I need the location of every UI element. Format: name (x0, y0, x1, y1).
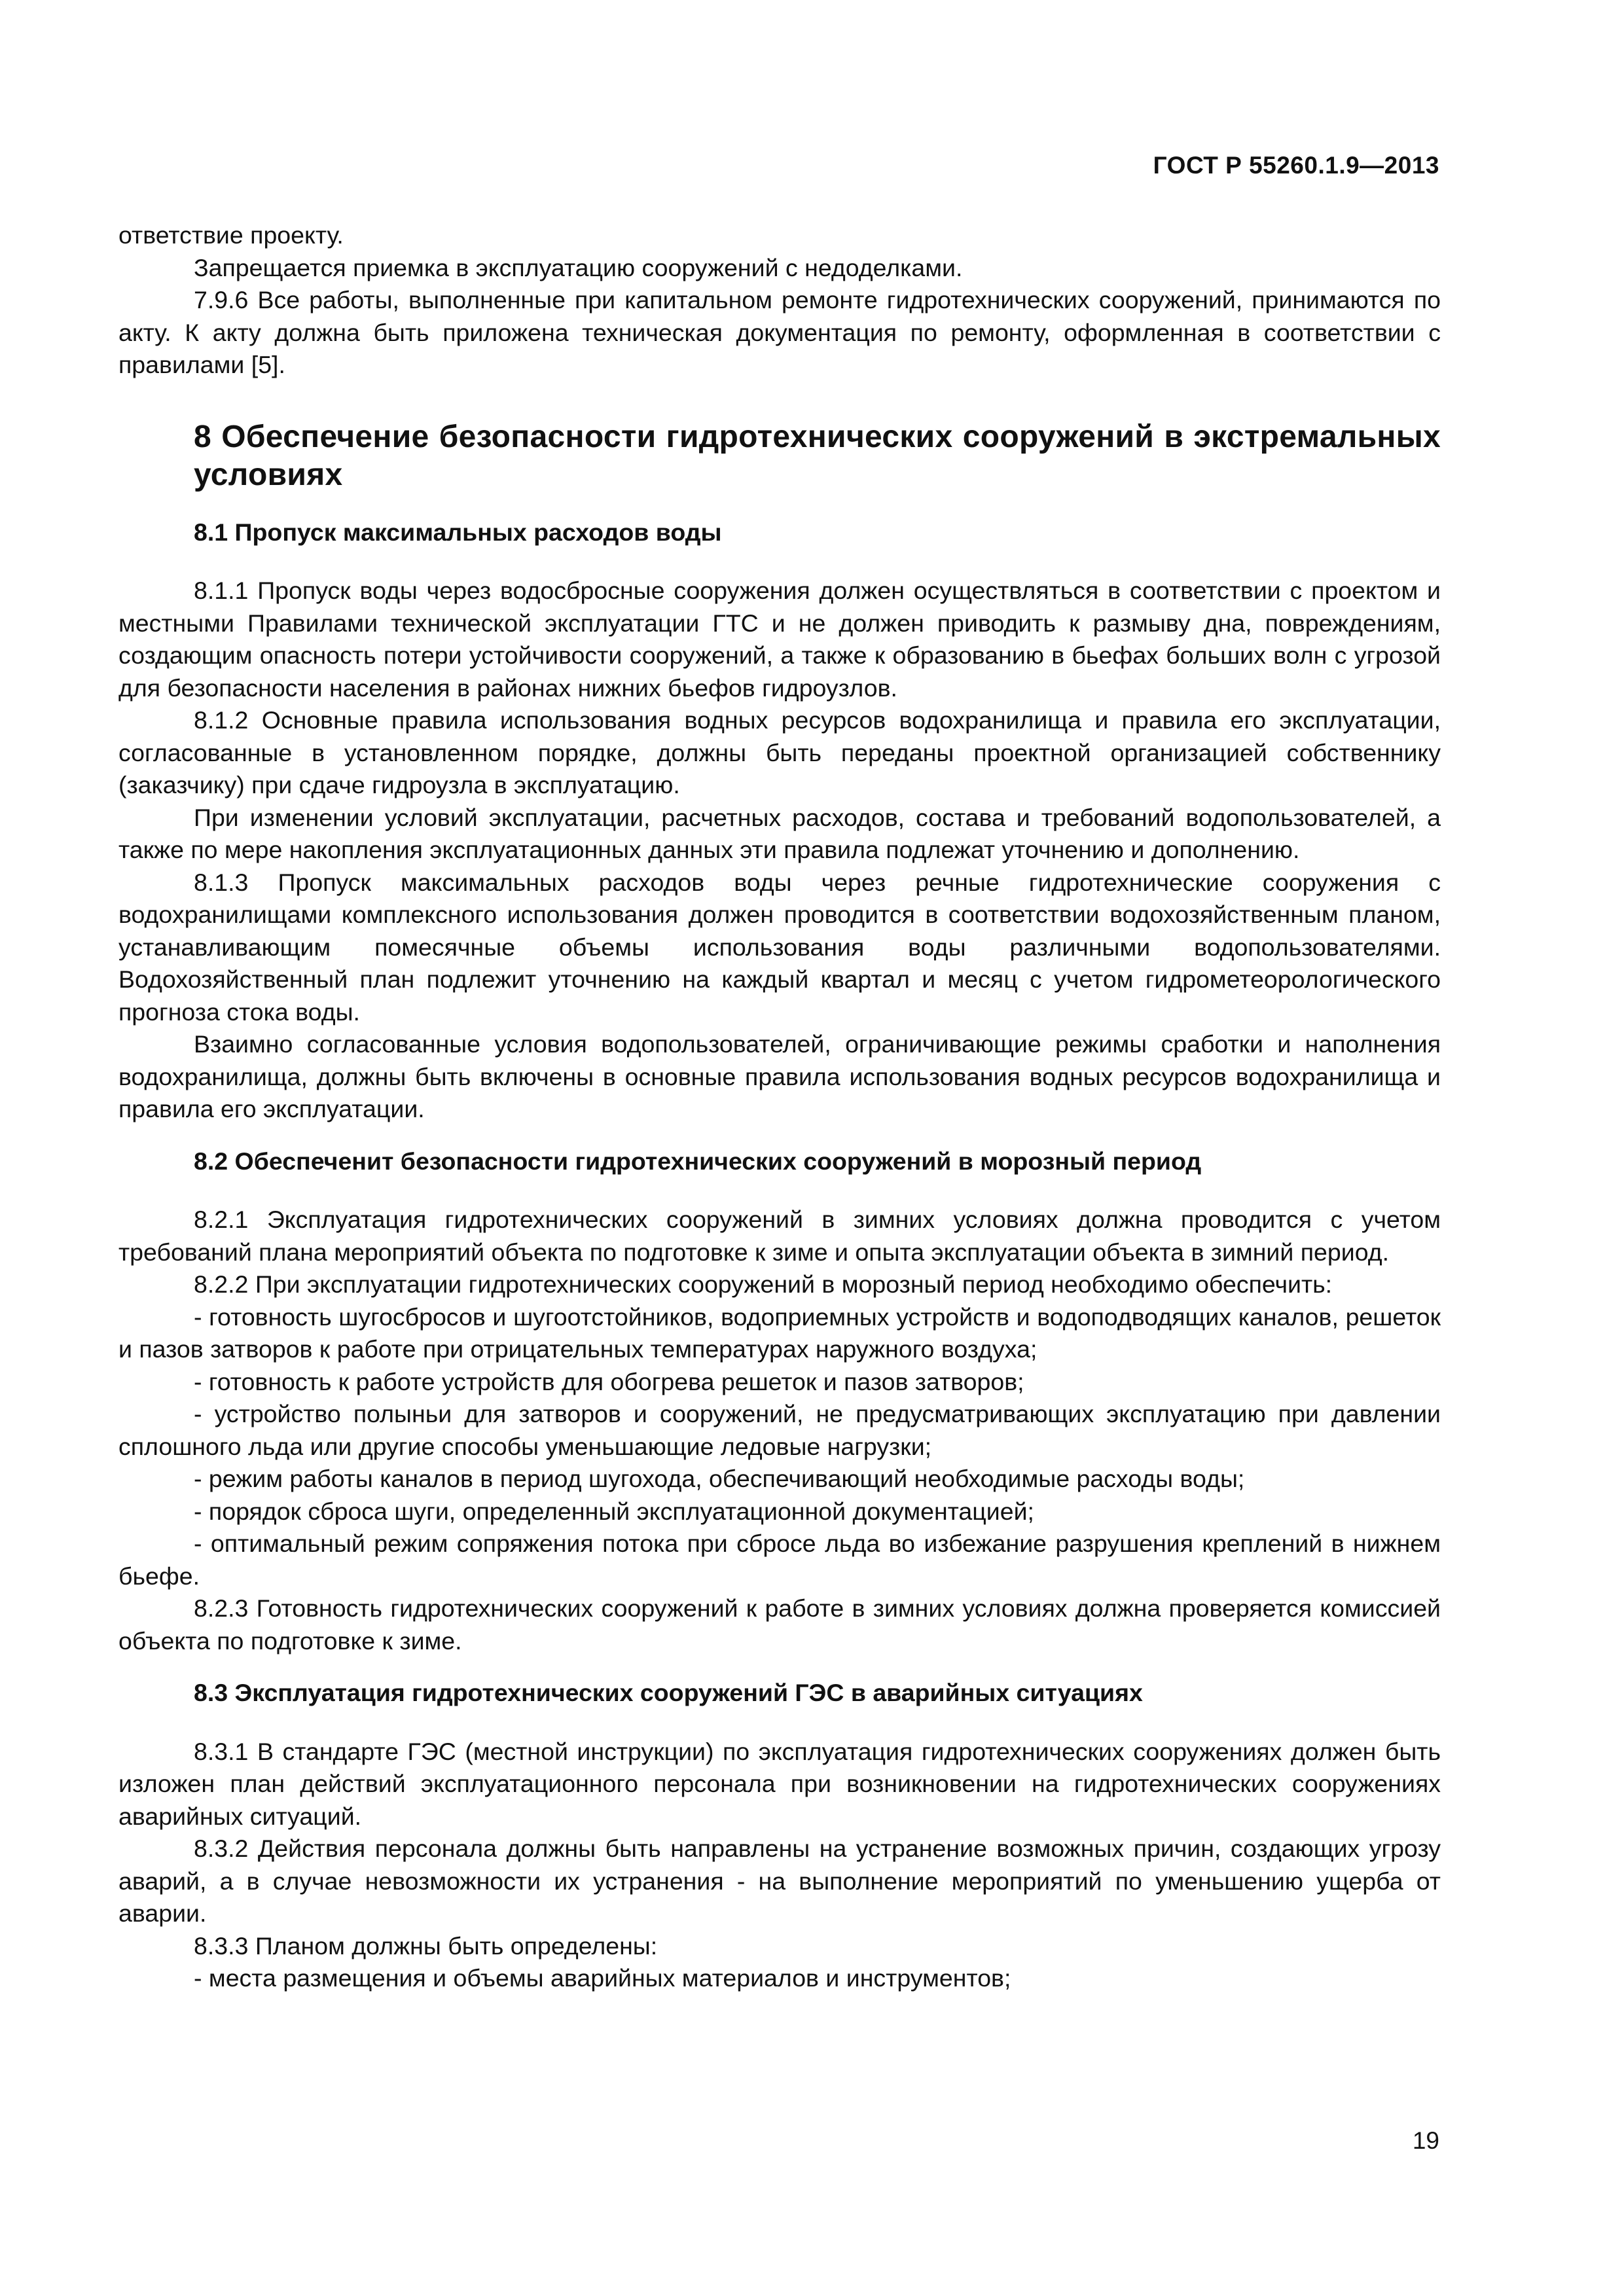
subsection-title: 8.3 Эксплуатация гидротехнических сооружений ГЭС в аварийных ситуациях (194, 1679, 1143, 1706)
paragraph: 7.9.6 Все работы, выполненные при капитальном ремонте гидротехнических сооружений, принимаются по акту. К акту должна быть приложена техническая документация по ремонту, оформленная в соответствии с правилами [5]. (118, 286, 1441, 378)
paragraph: 8.3.2 Действия персонала должны быть направлены на устранение возможных причин, создающих угрозу аварий, а в случае невозможности их устранения - на выполнение мероприятий по уменьшению ущерба от аварии. (118, 1835, 1441, 1927)
paragraph: ответствие проекту. (118, 221, 344, 249)
paragraph: 8.3.1 В стандарте ГЭС (местной инструкции) по эксплуатация гидротехнических сооружениях должен быть изложен план действий эксплуатационного персонала при возникновении на гидротехнических сооружениях аварийных ситуаций. (118, 1737, 1441, 1830)
paragraph: 8.3.3 Планом должны быть определены: (194, 1931, 658, 1960)
section-title: 8 Обеспечение безопасности гидротехнических сооружений в экстремальных условиях (194, 419, 1441, 492)
list-item: - места размещения и объемы аварийных материалов и инструментов; (194, 1964, 1011, 1992)
list-item: - готовность к работе устройств для обогрева решеток и пазов затворов; (194, 1367, 1024, 1395)
paragraph: 8.2.3 Готовность гидротехнических сооружений к работе в зимних условиях должна проверяется комиссией объекта по подготовке к зиме. (118, 1594, 1441, 1655)
paragraph: 8.1.1 Пропуск воды через водосбросные сооружения должен осуществляться в соответствии с проектом и местными Правилами технической эксплуатации ГТС и не должен приводить к размыву дна, повреждениям, создающим опасность потери устойчивости сооружений, а также к образованию в бьефах больших волн с угрозой для безопасности населения в районах нижних бьефов гидроузлов. (118, 577, 1441, 702)
paragraph: При изменении условий эксплуатации, расчетных расходов, состава и требований водопользователей, а также по мере накопления эксплуатационных данных эти правила подлежат уточнению и дополнению. (118, 803, 1441, 863)
standard-header: ГОСТ Р 55260.1.9—2013 (1153, 152, 1439, 179)
subsection-title: 8.2 Обеспеченит безопасности гидротехнических сооружений в морозный период (194, 1147, 1202, 1175)
list-item: - оптимальный режим сопряжения потока при сбросе льда во избежание разрушения креплений в нижнем бьефе. (118, 1530, 1441, 1590)
list-item: - режим работы каналов в период шугохода, обеспечивающий необходимые расходы воды; (194, 1465, 1245, 1492)
paragraph: Запрещается приемка в эксплуатацию сооружений с недоделками. (194, 253, 963, 281)
paragraph: 8.2.2 При эксплуатации гидротехнических сооружений в морозный период необходимо обеспечить: (194, 1270, 1333, 1298)
paragraph: 8.1.2 Основные правила использования водных ресурсов водохранилища и правила его эксплуатации, согласованные в установленном порядке, должны быть переданы проектной организацией собственнику (заказчику) при сдаче гидроузла в эксплуатацию. (118, 706, 1441, 798)
list-item: - готовность шугосбросов и шугоотстойников, водоприемных устройств и водоподводящих каналов, решеток и пазов затворов к работе при отрицательных температурах наружного воздуха; (118, 1302, 1441, 1363)
list-item: - порядок сброса шуги, определенный эксплуатационной документацией; (194, 1497, 1034, 1525)
paragraph: Взаимно согласованные условия водопользователей, ограничивающие режимы сработки и наполнения водохранилища, должны быть включены в основные правила использования водных ресурсов водохранилища и правила его эксплуатации. (118, 1030, 1441, 1122)
paragraph: 8.2.1 Эксплуатация гидротехнических сооружений в зимних условиях должна проводится с учетом требований плана мероприятий объекта по подготовке к зиме и опыта эксплуатации объекта в зимний период. (118, 1206, 1441, 1266)
list-item: - устройство полыньи для затворов и сооружений, не предусматривающих эксплуатацию при давлении сплошного льда или другие способы уменьшающие ледовые нагрузки; (118, 1400, 1441, 1460)
paragraph: 8.1.3 Пропуск максимальных расходов воды через речные гидротехнические сооружения с водохранилищами комплексного использования должен проводится в соответствии водохозяйственным планом, устанавливающим помесячные объемы использования воды различными водопользователями. Водохозяйственный план подлежит уточнению на каждый квартал и месяц с учетом гидрометеорологического прогноза стока воды. (118, 868, 1441, 1026)
page-content (118, 219, 1441, 1995)
page-number: 19 (1412, 2127, 1439, 2154)
subsection-title: 8.1 Пропуск максимальных расходов воды (194, 518, 722, 546)
